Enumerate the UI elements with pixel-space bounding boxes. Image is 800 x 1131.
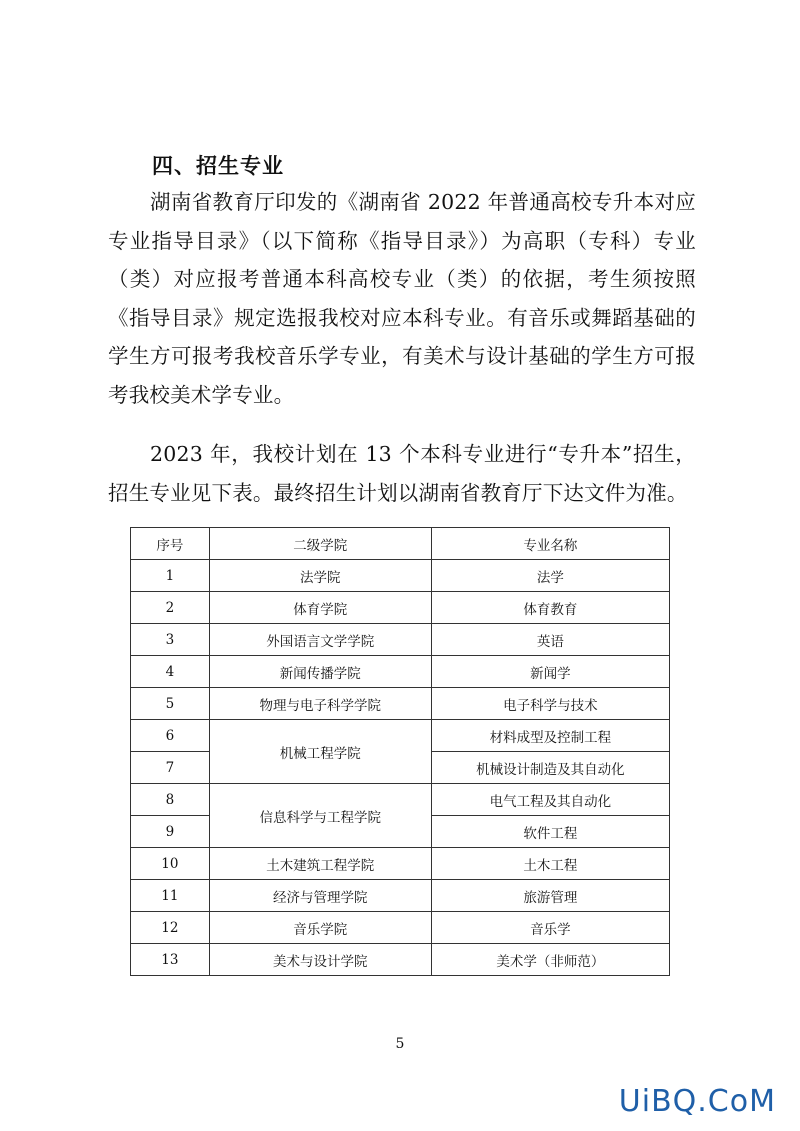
intro-paragraph: 湖南省教育厅印发的《湖南省 2022 年普通高校专升本对应专业指导目录》（以下简称《指导目录》）为高职（专科）专业（类）对应报考普通本科高校专业（类）的依据，考生须按照《指导目录》规定选报我校对应本科专业。有音乐或舞蹈基础的学生方可报考我校音乐学专业，有美术与设计基础的学生方可报考我校美术学专业。	[108, 190, 696, 407]
table-row	[131, 784, 670, 816]
row-college-merged: 信息科学与工程学院	[209, 784, 431, 848]
table-row	[131, 688, 670, 720]
row-number: 10	[131, 848, 210, 880]
row-major: 电子科学与技术	[431, 688, 669, 720]
table-row	[131, 912, 670, 944]
page-number: 5	[395, 1036, 405, 1052]
row-major: 新闻学	[431, 656, 669, 688]
row-number: 9	[131, 816, 210, 848]
row-major: 材料成型及控制工程	[431, 720, 669, 752]
row-major: 体育教育	[431, 592, 669, 624]
row-major: 电气工程及其自动化	[431, 784, 669, 816]
row-number: 13	[131, 944, 210, 976]
header-major: 专业名称	[431, 528, 669, 560]
table-row	[131, 656, 670, 688]
row-college-merged: 机械工程学院	[209, 720, 431, 784]
row-major: 机械设计制造及其自动化	[431, 752, 669, 784]
row-number: 6	[131, 720, 210, 752]
majors-table	[130, 527, 670, 976]
header-college: 二级学院	[209, 528, 431, 560]
plan-paragraph: 2023 年，我校计划在 13 个本科专业进行“专升本”招生，招生专业见下表。最终招生计划以湖南省教育厅下达文件为准。	[108, 442, 696, 505]
row-number: 4	[131, 656, 210, 688]
row-college: 物理与电子科学学院	[209, 688, 431, 720]
table-header-row	[131, 528, 670, 560]
row-number: 2	[131, 592, 210, 624]
row-number: 12	[131, 912, 210, 944]
table-row	[131, 944, 670, 976]
row-college: 新闻传播学院	[209, 656, 431, 688]
row-college: 美术与设计学院	[209, 944, 431, 976]
row-major: 音乐学	[431, 912, 669, 944]
table-row	[131, 624, 670, 656]
row-number: 11	[131, 880, 210, 912]
header-number: 序号	[131, 528, 210, 560]
table-row	[131, 720, 670, 752]
row-major: 法学	[431, 560, 669, 592]
row-major: 旅游管理	[431, 880, 669, 912]
row-number: 3	[131, 624, 210, 656]
table-row	[131, 592, 670, 624]
row-number: 5	[131, 688, 210, 720]
row-college: 外国语言文学学院	[209, 624, 431, 656]
row-major: 英语	[431, 624, 669, 656]
row-college: 经济与管理学院	[209, 880, 431, 912]
row-college: 法学院	[209, 560, 431, 592]
section-heading: 四、招生专业	[152, 154, 284, 178]
table-row	[131, 880, 670, 912]
row-major: 软件工程	[431, 816, 669, 848]
row-number: 8	[131, 784, 210, 816]
row-number: 7	[131, 752, 210, 784]
row-college: 土木建筑工程学院	[209, 848, 431, 880]
table-row	[131, 848, 670, 880]
row-college: 音乐学院	[209, 912, 431, 944]
row-major: 美术学（非师范）	[431, 944, 669, 976]
row-college: 体育学院	[209, 592, 431, 624]
site-watermark: UiBQ.CoM	[618, 1084, 776, 1119]
table-row	[131, 560, 670, 592]
row-major: 土木工程	[431, 848, 669, 880]
row-number: 1	[131, 560, 210, 592]
